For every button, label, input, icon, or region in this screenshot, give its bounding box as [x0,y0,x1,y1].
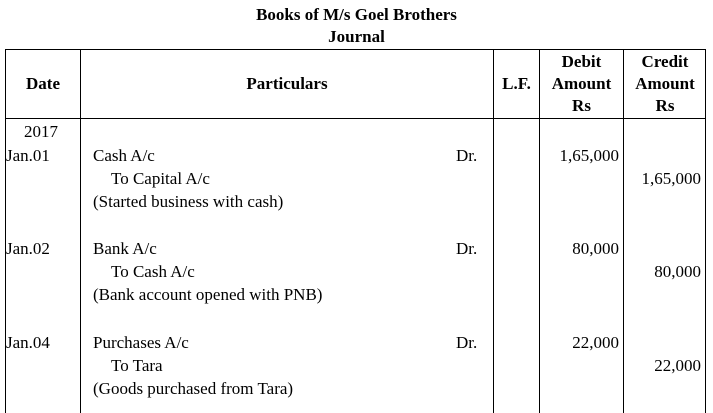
header-lf: L.F. [502,74,531,93]
header-date: Date [26,74,60,93]
header-debit-line-1: Debit [561,52,602,71]
entry-dr-marker: Dr. [456,239,478,258]
year-label: 2017 [24,122,58,141]
entry-narration: (Started business with cash) [93,192,284,211]
document-subtitle: Journal [328,27,385,46]
entry-narration: (Goods purchased from Tara) [93,379,294,398]
entry-credit-amount: 80,000 [654,262,701,281]
entry-dr-marker: Dr. [456,146,478,165]
column-divider-particulars [493,49,494,413]
entry-credit-amount: 22,000 [654,356,701,375]
entry-date: Jan.02 [6,239,50,258]
entry-credit-account: To Cash A/c [111,262,195,281]
entry-debit-account: Cash A/c [93,146,155,165]
entry-debit-amount: 22,000 [572,333,619,352]
header-debit-line-2: Amount [551,74,612,93]
header-debit [540,51,623,117]
entry-date: Jan.04 [6,333,50,352]
entry-date: Jan.01 [6,146,50,165]
header-credit-line-1: Credit [641,52,689,71]
header-debit-line-3: Rs [572,96,591,115]
column-divider-date [80,49,81,413]
document-title: Books of M/s Goel Brothers [256,5,457,24]
entry-credit-amount: 1,65,000 [641,169,701,188]
header-credit-line-2: Amount [635,74,695,93]
entry-debit-account: Bank A/c [93,239,157,258]
entry-credit-account: To Tara [111,356,163,375]
entry-dr-marker: Dr. [456,333,478,352]
header-credit-line-3: Rs [655,96,675,115]
entry-debit-amount: 80,000 [572,239,619,258]
header-credit [624,51,706,117]
header-divider [5,118,706,119]
entry-debit-account: Purchases A/c [93,333,189,352]
entry-debit-amount: 1,65,000 [559,146,619,165]
header-particulars: Particulars [246,74,328,93]
entry-narration: (Bank account opened with PNB) [93,285,323,304]
entry-credit-account: To Capital A/c [111,169,210,188]
